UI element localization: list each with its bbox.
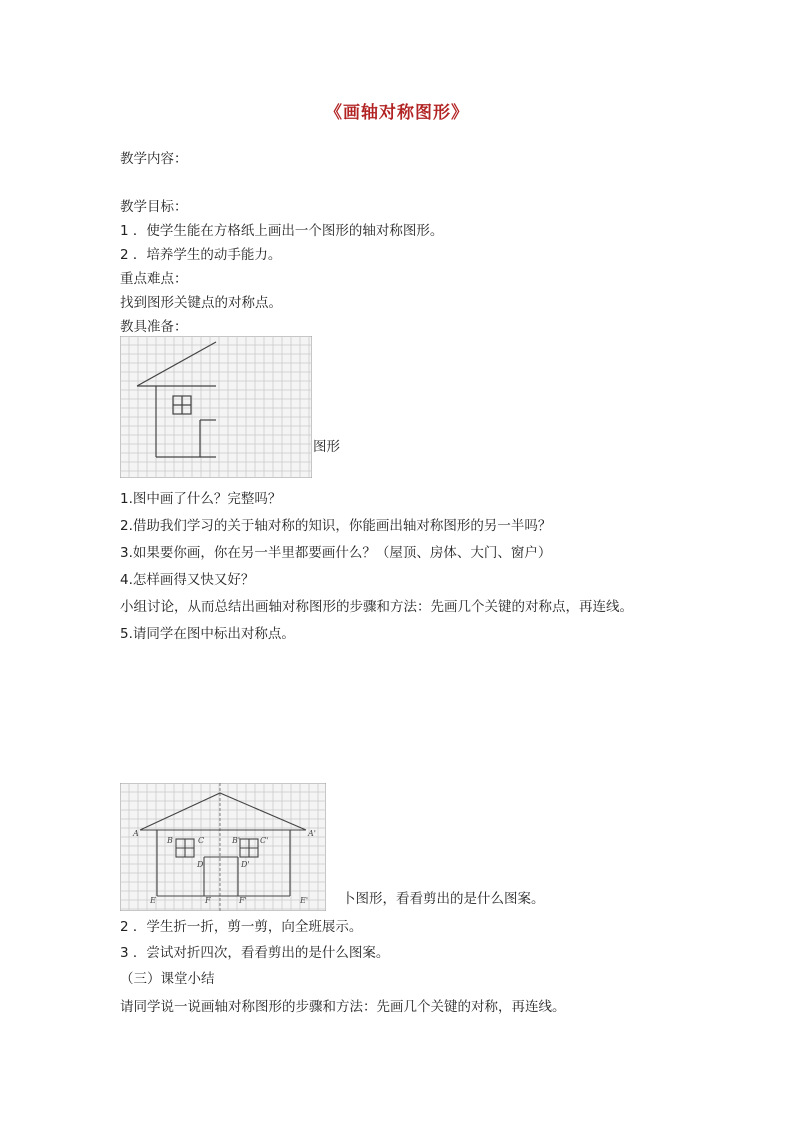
half-house-figure [120, 336, 312, 478]
label-e: E [150, 896, 156, 905]
label-f: F [205, 896, 211, 905]
question-2: 2.借助我们学习的关于轴对称的知识，你能画出轴对称图形的另一半吗？ [120, 518, 552, 534]
goal-item-2: 2 ．培养学生的动手能力。 [120, 247, 282, 263]
step-2: 2 ．学生折一折，剪一剪，向全班展示。 [120, 919, 363, 935]
label-c-prime: C' [260, 836, 269, 845]
label-b-prime: B' [232, 836, 241, 845]
figure2-caption: 卜图形，看看剪出的是什么图案。 [342, 891, 545, 907]
difficulty-text: 找到图形关键点的对称点。 [120, 295, 282, 311]
section-3-heading: （三）课堂小结 [120, 971, 215, 987]
label-d: D [197, 860, 204, 869]
summary-text: 请同学说一说画轴对称图形的步骤和方法：先画几个关键的对称，再连线。 [120, 999, 566, 1015]
goals-label: 教学目标： [120, 199, 188, 215]
full-house-grid-svg [120, 783, 326, 911]
step-3: 3 ．尝试对折四次，看看剪出的是什么图案。 [120, 945, 390, 961]
difficulty-label: 重点难点： [120, 271, 188, 287]
figure1-caption: 图形 [313, 439, 340, 455]
question-1: 1.图中画了什么？完整吗？ [120, 491, 282, 507]
discussion-text: 小组讨论，从而总结出画轴对称图形的步骤和方法：先画几个关键的对称点，再连线。 [120, 599, 633, 615]
label-e-prime: E' [300, 896, 309, 905]
question-4: 4.怎样画得又快又好？ [120, 572, 255, 588]
label-a-prime: A' [308, 829, 316, 838]
full-house-figure [120, 783, 326, 911]
label-f-prime: F' [239, 896, 247, 905]
label-a: A [133, 829, 139, 838]
materials-label: 教具准备： [120, 319, 188, 335]
label-c: C [198, 836, 205, 845]
page-title: 《画轴对称图形》 [325, 103, 469, 123]
label-d-prime: D' [241, 860, 250, 869]
question-5: 5.请同学在图中标出对称点。 [120, 626, 295, 642]
question-3: 3.如果要你画，你在另一半里都要画什么？（屋顶、房体、大门、窗户） [120, 545, 552, 561]
goal-item-1: 1 ．使学生能在方格纸上画出一个图形的轴对称图形。 [120, 223, 444, 239]
content-label: 教学内容： [120, 151, 188, 167]
label-b: B [167, 836, 173, 845]
half-house-grid-svg [120, 336, 312, 478]
